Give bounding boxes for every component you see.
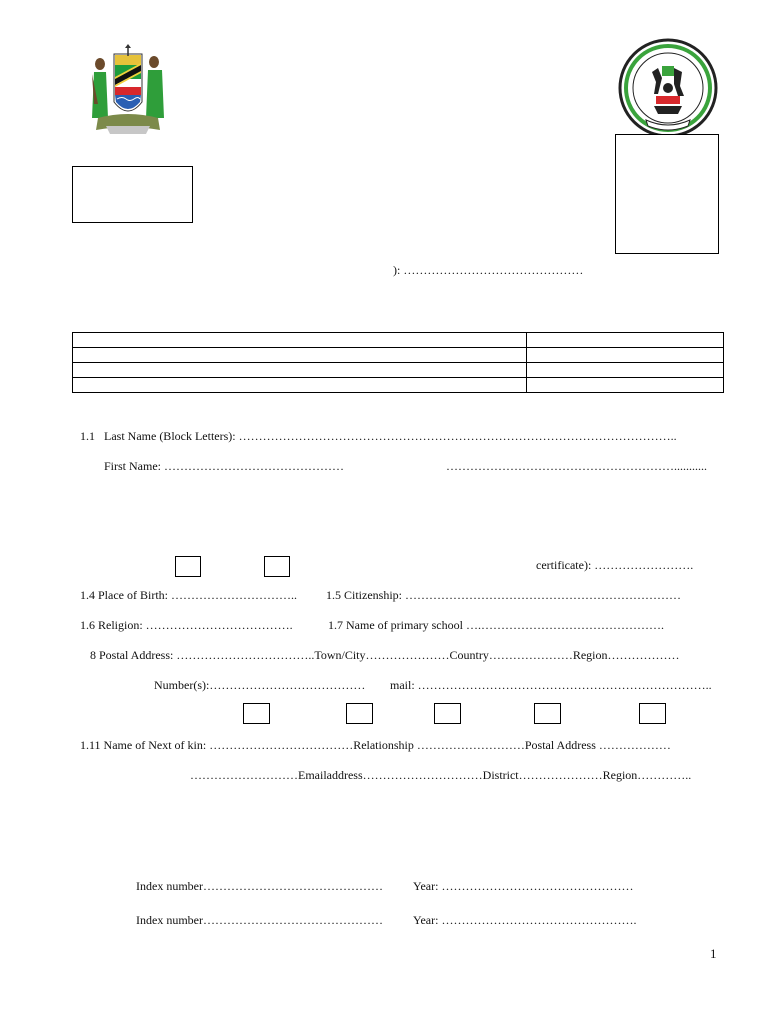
index-number-field[interactable]: Index number……………………………………… <box>136 913 383 927</box>
checkbox[interactable] <box>243 703 270 724</box>
reference-field[interactable]: ): ……………………………………… <box>393 263 584 277</box>
table-row <box>73 378 724 393</box>
table-row <box>73 333 724 348</box>
citizenship-field[interactable]: 1.5 Citizenship: …………………………………………………………… <box>326 588 681 602</box>
other-name-field[interactable]: …………………………………………………........... <box>446 459 707 473</box>
place-of-birth-field[interactable]: 1.4 Place of Birth: ………………………….. <box>80 588 297 602</box>
primary-school-field[interactable]: 1.7 Name of primary school ….………………………………………. <box>328 618 664 632</box>
year-field[interactable]: Year: …………………………………………. <box>413 913 637 927</box>
passport-photo-box[interactable] <box>615 134 719 254</box>
religion-field[interactable]: 1.6 Religion: ………………………………. <box>80 618 293 632</box>
header-box-upper <box>72 166 193 198</box>
coat-of-arms-logo <box>88 44 168 138</box>
checkbox[interactable] <box>534 703 561 724</box>
table-row <box>73 363 724 378</box>
first-name-field[interactable]: First Name: ……………………………………… <box>104 459 344 473</box>
header-box-lower <box>72 197 193 223</box>
checkbox[interactable] <box>346 703 373 724</box>
year-field[interactable]: Year: ………………………………………… <box>413 879 634 893</box>
office-use-table <box>72 332 724 393</box>
checkbox[interactable] <box>434 703 461 724</box>
next-of-kin-field[interactable]: 1.11 Name of Next of kin: ………………………………Relationship ………………………Postal Address ……………… <box>80 738 671 752</box>
index-number-field[interactable]: Index number……………………………………… <box>136 879 383 893</box>
certificate-field[interactable]: certificate): ……………………. <box>536 558 694 572</box>
phone-numbers-field[interactable]: Number(s):………………………………… <box>154 678 366 692</box>
next-of-kin-details-field[interactable]: ………………………Emailaddress…………………………District…………………Region………….. <box>190 768 692 782</box>
last-name-number: 1.1 <box>80 429 95 443</box>
checkbox[interactable] <box>639 703 666 724</box>
postal-address-field[interactable]: 8 Postal Address: ……………………………..Town/City…………………Country…………………Region……………… <box>90 648 680 662</box>
checkbox[interactable] <box>264 556 290 577</box>
last-name-field[interactable]: Last Name (Block Letters): ……………………………………………………………………………………………….. <box>104 429 677 443</box>
college-seal-logo <box>618 38 718 138</box>
email-field[interactable]: mail: ……………………………………………………………….. <box>390 678 712 692</box>
table-row <box>73 348 724 363</box>
page-number: 1 <box>710 946 717 961</box>
checkbox[interactable] <box>175 556 201 577</box>
